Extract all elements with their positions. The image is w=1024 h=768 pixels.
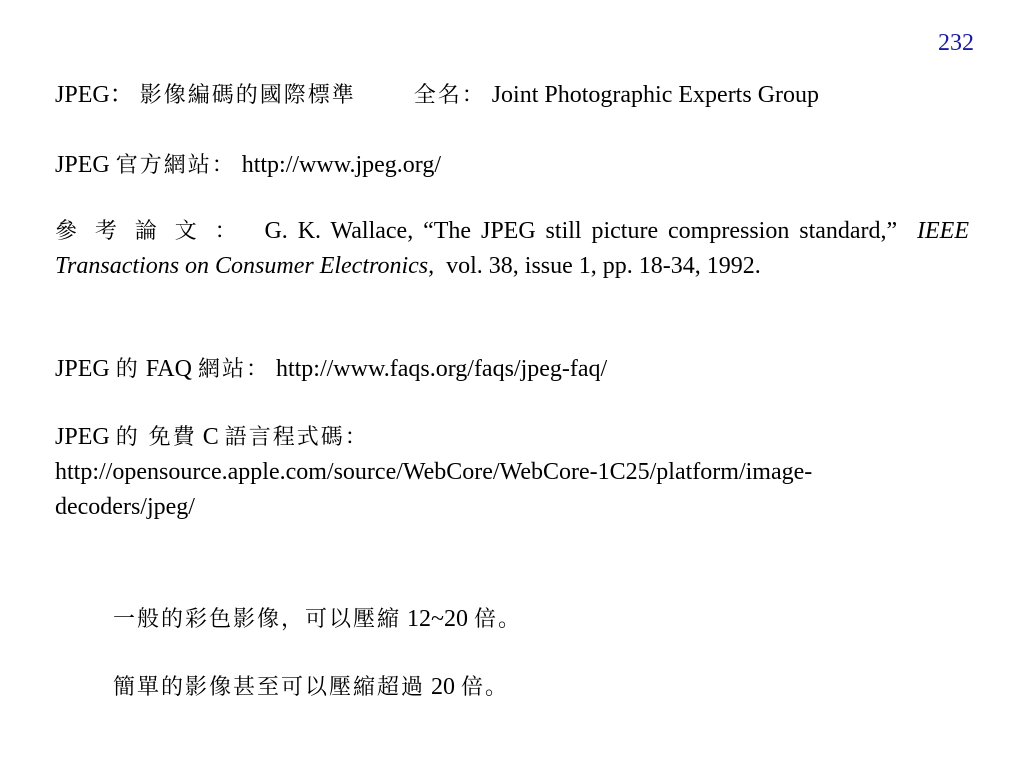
- free-code-label-latin2: C: [196, 424, 225, 450]
- official-site-url[interactable]: http://www.jpeg.org/: [241, 152, 442, 178]
- note-text-part1: 簡單的影像甚至可以壓縮超過: [113, 675, 426, 700]
- jpeg-description: 影像編碼的國際標準: [139, 83, 356, 108]
- jpeg-definition-line: [55, 78, 819, 113]
- note-text-part1: 一般的彩色影像，可以壓縮: [113, 607, 402, 632]
- free-code-label-cjk2: 語言程式碼：: [224, 425, 369, 450]
- reference-journal: IEEE Transactions on Consumer Electronics,: [55, 218, 970, 279]
- free-code-url-line2[interactable]: decoders/jpeg/: [55, 494, 195, 520]
- free-code-url-line1[interactable]: http://opensource.apple.com/source/WebCore/WebCore-1C25/platform/image-: [55, 459, 813, 485]
- note-compression-color: [113, 602, 522, 637]
- fullname-label: 全名：: [413, 83, 486, 108]
- jpeg-label: JPEG：: [55, 82, 134, 108]
- reference-paragraph: [55, 214, 969, 284]
- faq-label-latin1: JPEG: [55, 356, 116, 382]
- official-site-label-latin: JPEG: [55, 152, 116, 178]
- note-number: 20: [425, 674, 462, 700]
- note-number: 12~20: [401, 606, 474, 632]
- faq-label-cjk1: 的: [115, 357, 140, 382]
- note-text-part2: 倍。: [461, 675, 510, 700]
- faq-label-latin2: FAQ: [139, 356, 198, 382]
- official-site-line: [55, 148, 441, 183]
- faq-site-url[interactable]: http://www.faqs.org/faqs/jpeg-faq/: [275, 356, 608, 382]
- reference-authors-title: G. K. Wallace, “The JPEG still picture compression standard,”: [264, 218, 898, 244]
- faq-label-cjk2: 網站：: [197, 357, 270, 382]
- free-code-label-cjk1: 的 免費: [115, 425, 197, 450]
- official-site-label: 官方網站：: [115, 153, 236, 178]
- reference-label: 參考論文：: [55, 219, 255, 244]
- free-code-label-latin1: JPEG: [55, 424, 116, 450]
- jpeg-fullname: Joint Photographic Experts Group: [491, 82, 820, 108]
- page-number: 232: [938, 30, 974, 56]
- note-text-part2: 倍。: [474, 607, 523, 632]
- reference-details: vol. 38, issue 1, pp. 18-34, 1992.: [446, 253, 761, 279]
- note-compression-simple: [113, 670, 509, 705]
- free-code-line: [55, 420, 369, 455]
- faq-site-line: [55, 352, 607, 387]
